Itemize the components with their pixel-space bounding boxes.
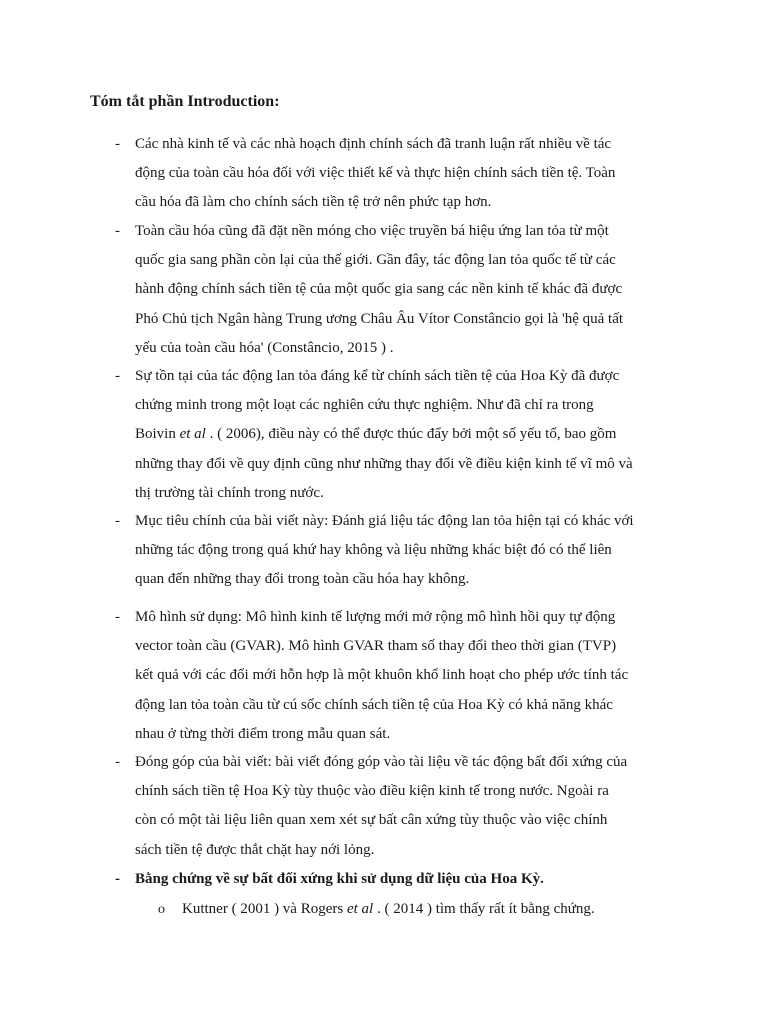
italic-citation: et al <box>346 901 374 917</box>
text-line: động của toàn cầu hóa đối với việc thiết kế và thực hiện chính sách tiền tệ. Toàn <box>135 165 616 182</box>
circle-bullet-marker: o <box>158 902 165 917</box>
list-item-text <box>135 130 695 218</box>
text-segment: Boivin <box>135 426 180 443</box>
text-segment: Kuttner ( 2001 ) và Rogers <box>182 901 347 917</box>
text-line: vector toàn cầu (GVAR). Mô hình GVAR tham số thay đổi theo thời gian (TVP) <box>135 638 617 655</box>
text-line: Bằng chứng về sự bất đối xứng khi sử dụng dữ liệu của Hoa Kỳ. <box>135 871 544 887</box>
text-line: sách tiền tệ được thắt chặt hay nới lỏng. <box>135 841 375 858</box>
text-line: còn có một tài liệu liên quan xem xét sự bất cân xứng tùy thuộc vào việc chính <box>135 812 608 829</box>
text-line: Mô hình sử dụng: Mô hình kinh tế lượng mới mở rộng mô hình hồi quy tự động <box>135 609 616 625</box>
text-line: kết quả với các đổi mới hỗn hợp là một khuôn khổ linh hoạt cho phép ước tính tác <box>135 667 629 684</box>
text-line: những thay đổi về quy định cũng như những thay đổi về điều kiện kinh tế vĩ mô và <box>135 455 633 472</box>
list-item-text <box>135 217 695 363</box>
dash-marker: - <box>115 609 120 625</box>
text-line: những tác động trong quá khứ hay không và liệu những khác biệt đó có thể liên <box>135 542 612 559</box>
text-segment: . ( 2006), điều này có thể được thúc đẩy bởi một số yếu tố, bao gồm <box>205 426 617 443</box>
dash-marker: - <box>115 223 120 239</box>
text-line: Các nhà kinh tế và các nhà hoạch định chính sách đã tranh luận rất nhiều về tác <box>135 136 612 152</box>
text-line: nhau ở từng thời điểm trong mẫu quan sát. <box>135 725 391 742</box>
dash-marker: - <box>115 754 120 770</box>
section-title: Tóm tắt phần Introduction: <box>90 93 280 110</box>
dash-marker: - <box>115 513 120 529</box>
list-item-text <box>135 748 695 865</box>
text-line: chứng minh trong một loạt các nghiên cứu thực nghiệm. Như đã chỉ ra trong <box>135 397 594 414</box>
text-line: thị trường tài chính trong nước. <box>135 484 324 501</box>
sub-list-item-text <box>182 895 595 924</box>
list-item-text <box>135 865 695 894</box>
text-segment: . ( 2014 ) tìm thấy rất ít bằng chứng. <box>373 901 595 917</box>
text-line: Mục tiêu chính của bài viết này: Đánh giá liệu tác động lan tỏa hiện tại có khác với <box>135 513 634 529</box>
text-line: Sự tồn tại của tác động lan tỏa đáng kể từ chính sách tiền tệ của Hoa Kỳ đã được <box>135 368 620 384</box>
text-line: yếu của toàn cầu hóa' (Constâncio, 2015 ) . <box>135 339 394 356</box>
dash-marker: - <box>115 871 120 887</box>
list-item-text <box>135 603 695 749</box>
text-line: cầu hóa đã làm cho chính sách tiền tệ trở nên phức tạp hơn. <box>135 194 492 211</box>
list-item-text <box>135 507 695 595</box>
text-line: động lan tỏa toàn cầu từ cú sốc chính sách tiền tệ của Hoa Kỳ có khả năng khác <box>135 696 613 713</box>
text-line: Phó Chủ tịch Ngân hàng Trung ương Châu Âu Vítor Constâncio gọi là 'hệ quả tất <box>135 310 624 327</box>
text-line: Toàn cầu hóa cũng đã đặt nền móng cho việc truyền bá hiệu ứng lan tỏa từ một <box>135 223 609 239</box>
text-line: chính sách tiền tệ Hoa Kỳ tùy thuộc vào điều kiện kinh tế trong nước. Ngoài ra <box>135 783 609 800</box>
text-line: quan đến những thay đổi trong toàn cầu hóa hay không. <box>135 571 470 588</box>
text-line-with-citation <box>135 420 695 449</box>
dash-marker: - <box>115 368 120 384</box>
text-line: Đóng góp của bài viết: bài viết đóng góp vào tài liệu về tác động bất đối xứng của <box>135 754 628 770</box>
list-item-text <box>135 362 695 508</box>
text-line: quốc gia sang phần còn lại của thế giới. Gần đây, tác động lan tỏa quốc tế từ các <box>135 252 616 269</box>
italic-citation: et al <box>179 426 206 443</box>
text-line: hành động chính sách tiền tệ của một quốc gia sang các nền kinh tế khác đã được <box>135 281 623 298</box>
dash-marker: - <box>115 136 120 152</box>
